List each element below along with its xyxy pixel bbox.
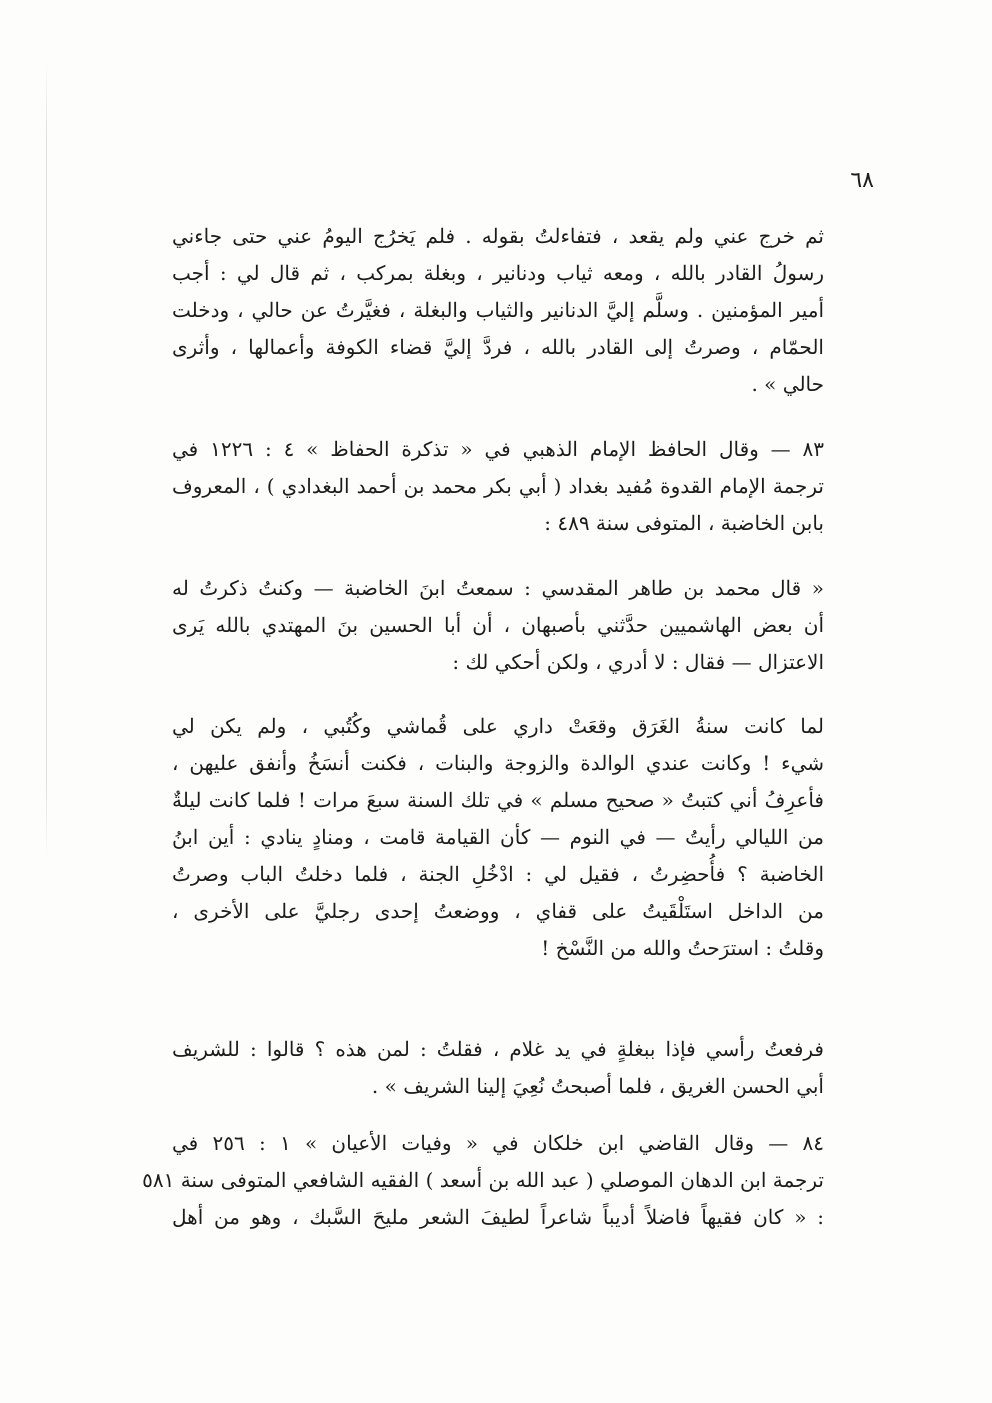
paragraph-quote-opening bbox=[172, 570, 824, 681]
text-line: الاعتزال — فقال : لا أدري ، ولكن أحكي لك : bbox=[452, 650, 824, 674]
page-fold-line bbox=[46, 60, 47, 860]
paragraph-entry-84 bbox=[142, 1125, 824, 1236]
text-line: بابن الخاضبة ، المتوفى سنة ٤٨٩ : bbox=[544, 511, 824, 535]
text-line: فرفعتُ رأسي فإذا ببغلةٍ في يد غلام ، فقلتُ : لمن هذه ؟ قالوا : للشريف bbox=[172, 1037, 824, 1061]
text-line: الحمّام ، وصرتُ إلى القادر بالله ، فردَّ إليَّ قضاء الكوفة وأعمالها ، وأثرى bbox=[172, 335, 824, 359]
text-line: ثم خرج عني ولم يقعد ، فتفاءلتُ بقوله . فلم يَخرُج اليومُ عني حتى جاءني bbox=[172, 224, 824, 248]
text-line: أبي الحسن الغريق ، فلما أصبحتُ نُعِيَ إلينا الشريف » . bbox=[371, 1074, 824, 1098]
text-line: لما كانت سنةُ الغَرَق وقعَتْ داري على قُماشي وكُتُبي ، ولم يكن لي bbox=[172, 714, 824, 738]
text-line: : « كان فقيهاً فاضلاً أديباً شاعراً لطيفَ الشعر مليحَ السَّبك ، وهو من أهل bbox=[172, 1205, 824, 1229]
text-line: من الداخل استَلْقَيتُ على قفاي ، ووضعتُ إحدى رجليَّ على الأخرى ، bbox=[172, 899, 824, 923]
text-line: وقلتُ : استرَحتُ والله من النَّسْخ ! bbox=[541, 936, 824, 960]
text-line: من الليالي رأيتُ — في النوم — كأن القيامة قامت ، ومنادٍ ينادي : أين ابنُ bbox=[172, 825, 824, 849]
text-line: ترجمة ابن الدهان الموصلي ( عبد الله بن أسعد ) الفقيه الشافعي المتوفى سنة ٥٨١ bbox=[142, 1168, 824, 1192]
text-line: حالي » . bbox=[751, 372, 824, 396]
paragraph-quote-story bbox=[172, 708, 824, 967]
text-line: شيء ! وكانت عندي الوالدة والزوجة والبنات ، فكنت أنسَخُ وأنفق عليهن ، bbox=[172, 751, 824, 775]
paragraph-continuation bbox=[172, 218, 824, 403]
text-line: أن بعض الهاشميين حدَّثني بأصبهان ، أن أبا الحسين بنَ المهتدي بالله يَرى bbox=[172, 613, 824, 637]
paragraph-entry-83 bbox=[172, 431, 824, 542]
text-line: « قال محمد بن طاهر المقدسي : سمعتُ ابنَ الخاضبة — وكنتُ ذكرتُ له bbox=[172, 576, 824, 600]
text-line: ٨٣ — وقال الحافظ الإمام الذهبي في « تذكرة الحفاظ » ٤ : ١٢٢٦ في bbox=[172, 437, 825, 461]
text-line: ترجمة الإمام القدوة مُفيد بغداد ( أبي بكر محمد بن أحمد البغدادي ) ، المعروف bbox=[172, 474, 824, 498]
text-line: ٨٤ — وقال القاضي ابن خلكان في « وفيات الأعيان » ١ : ٢٥٦ في bbox=[172, 1131, 824, 1155]
text-line: رسولُ القادر بالله ، ومعه ثياب ودنانير ، وبغلة بمركب ، ثم قال لي : أجب bbox=[172, 261, 824, 285]
page-number: ٦٨ bbox=[850, 168, 874, 193]
text-line: فأعرِفُ أني كتبتُ « صحيح مسلم » في تلك السنة سبعَ مرات ! فلما كانت ليلةٌ bbox=[172, 788, 824, 812]
paragraph-quote-ending bbox=[172, 1031, 824, 1105]
text-line: الخاضبة ؟ فأُحضِرتُ ، فقيل لي : ادْخُلِ الجنة ، فلما دخلتُ الباب وصرتُ bbox=[172, 862, 824, 886]
text-line: أمير المؤمنين . وسلَّم إليَّ الدنانير والثياب والبغلة ، فغيَّرتُ عن حالي ، ودخلت bbox=[172, 298, 824, 322]
